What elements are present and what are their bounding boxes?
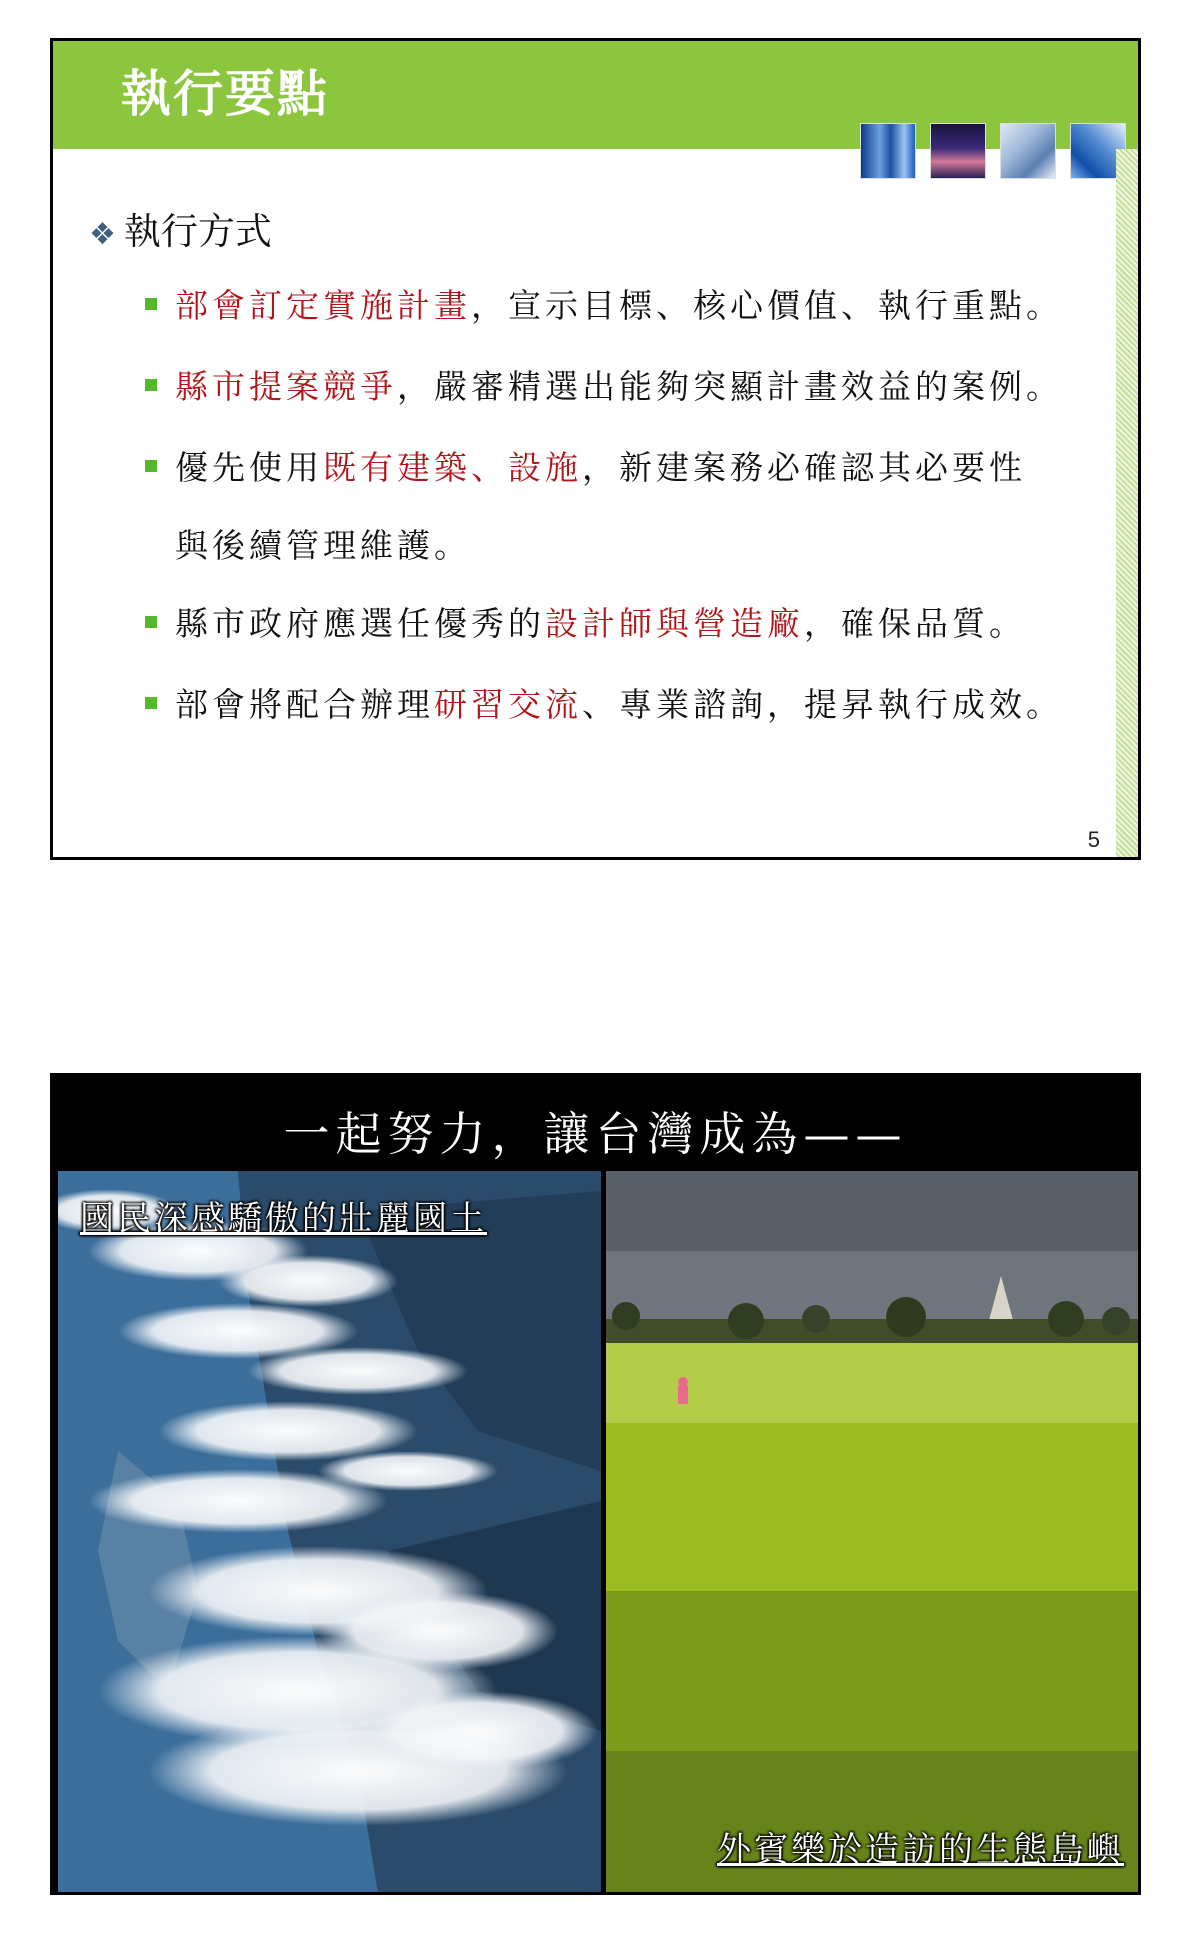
square-bullet-icon	[145, 298, 157, 310]
aerial-coastline-photo	[58, 1171, 601, 1893]
city-night-photo-thumbnail	[930, 123, 986, 179]
slide-title: 執行要點	[121, 64, 329, 123]
left-photo-caption: 國民深感驕傲的壯麗國土	[80, 1199, 487, 1239]
bullet-text: 優先使用	[175, 448, 323, 487]
bullet-continuation: 與後續管理維護。	[175, 526, 471, 565]
slide-execution-points	[50, 38, 1141, 860]
square-bullet-icon	[145, 460, 157, 472]
page-number: 5	[1087, 827, 1100, 852]
section-heading	[89, 201, 272, 255]
bullet-highlight: 縣市提案競爭	[175, 367, 397, 406]
decorative-side-stripe	[1116, 149, 1138, 860]
bullet-item	[145, 348, 1063, 426]
header-photo-strip	[860, 123, 1126, 179]
rice-field-illustration	[606, 1171, 1138, 1893]
slide-taiwan-vision	[50, 1073, 1141, 1895]
rice-field-photo	[606, 1171, 1138, 1893]
bullet-item	[145, 666, 1063, 744]
square-bullet-icon	[145, 379, 157, 391]
bullet-highlight: 研習交流	[434, 685, 582, 724]
bullet-item	[145, 429, 1026, 585]
aerial-landscape-illustration	[58, 1171, 601, 1893]
bullet-text: ，確保品質。	[804, 604, 1026, 643]
right-photo-caption: 外賓樂於造訪的生態島嶼	[717, 1830, 1124, 1870]
bullet-item	[145, 585, 1026, 663]
diamond-bullet-icon: ❖	[89, 217, 116, 252]
section-heading-label: 執行方式	[123, 210, 272, 253]
bullet-text: ，嚴審精選出能夠突顯計畫效益的案例。	[397, 367, 1063, 406]
bullet-text: ，新建案務必確認其必要性	[582, 448, 1026, 487]
phone-call-photo-thumbnail	[1000, 123, 1056, 179]
bullet-text: 、專業諮詢，提昇執行成效。	[582, 685, 1063, 724]
building-photo-thumbnail	[860, 123, 916, 179]
bullet-item	[145, 267, 1063, 345]
bullet-text: 部會將配合辦理	[175, 685, 434, 724]
bullet-highlight: 設計師與營造廠	[545, 604, 804, 643]
square-bullet-icon	[145, 697, 157, 709]
bullet-highlight: 既有建築、設施	[323, 448, 582, 487]
square-bullet-icon	[145, 616, 157, 628]
bullet-highlight: 部會訂定實施計畫	[175, 286, 471, 325]
bullet-text: ，宣示目標、核心價值、執行重點。	[471, 286, 1063, 325]
slide-title: 一起努力，讓台灣成為——	[283, 1107, 908, 1161]
bullet-text: 縣市政府應選任優秀的	[175, 604, 545, 643]
